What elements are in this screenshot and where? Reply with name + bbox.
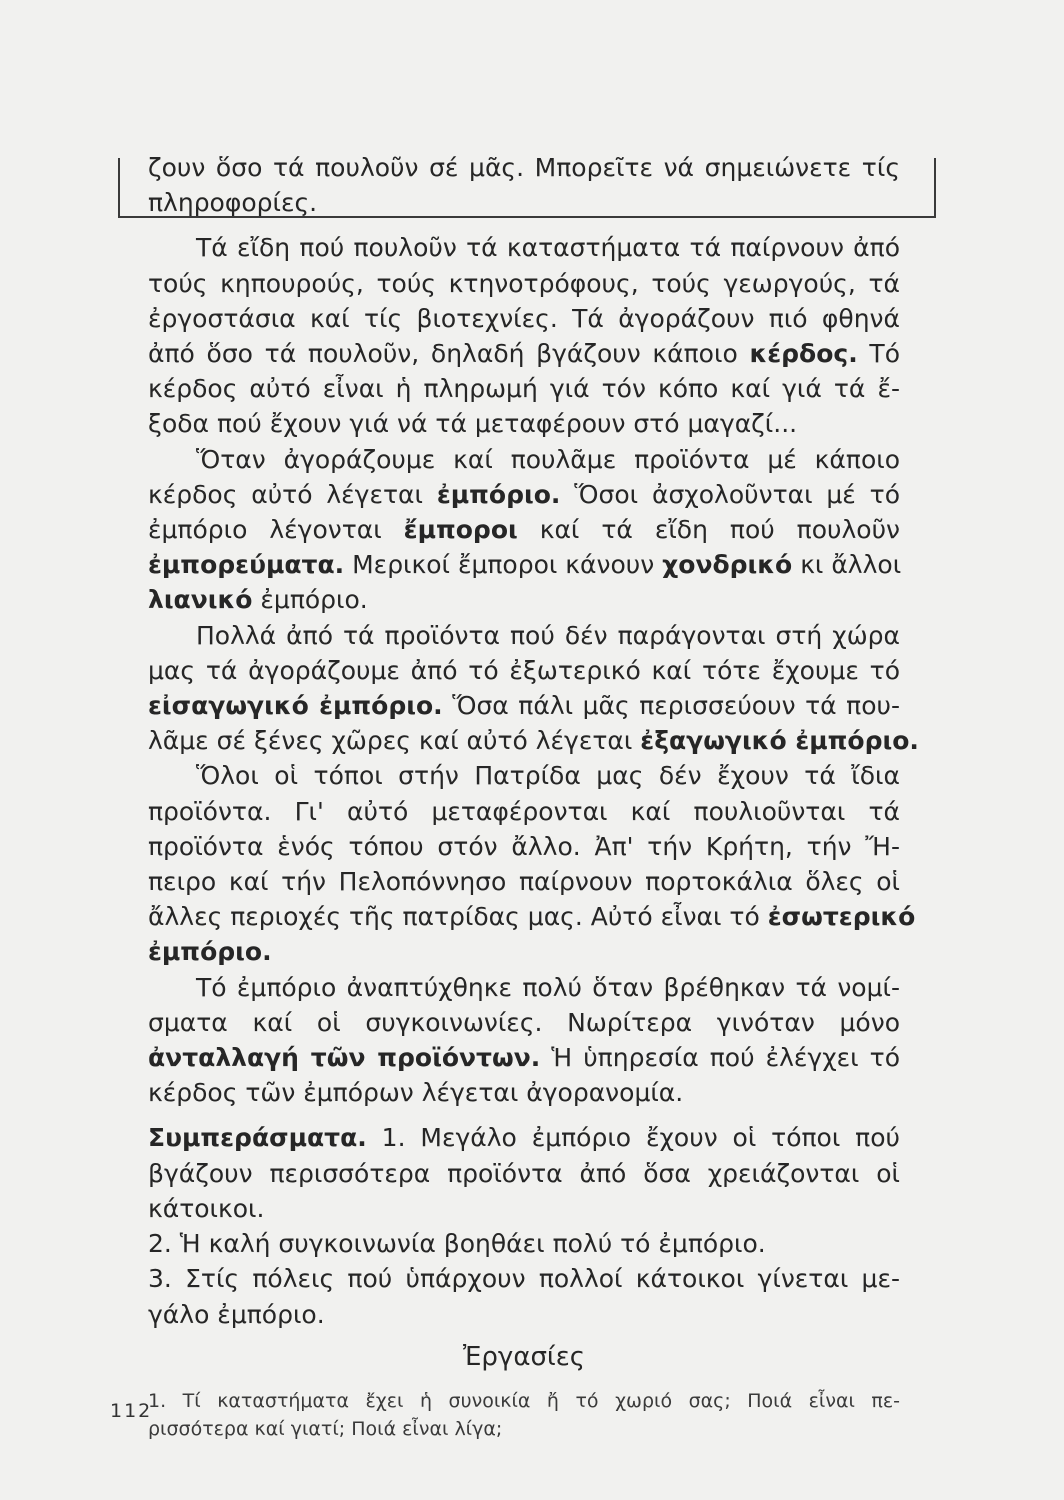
p4-line-2: προϊόντα. Γι' αὐτό μεταφέρονται καί πουλιοῦνται τά [148, 796, 900, 826]
tasks-heading: Ἐργασίες [462, 1341, 586, 1372]
task-line-1: 1. Τί καταστήματα ἔχει ἡ συνοικία ἤ τό χωριό σας; Ποιά εἶναι πε- [148, 1389, 900, 1412]
conclusions-line-1: Συμπεράσματα. 1. Μεγάλο ἐμπόριο ἔχουν οἱ τόποι πού [148, 1123, 900, 1153]
p1-line-5: κέρδος αὐτό εἶναι ἡ πληρωμή γιά τόν κόπο καί γιά τά ἔ- [148, 374, 900, 404]
term-lianiko: λιανικό [148, 585, 253, 615]
p5-line-4: κέρδος τῶν ἐμπόρων λέγεται ἀγορανομία. [148, 1078, 684, 1108]
p2-line-5: λιανικό ἐμπόριο. [148, 585, 368, 615]
p3-line-3: εἰσαγωγικό ἐμπόριο. Ὅσα πάλι μᾶς περισσεύουν τά που- [148, 691, 900, 721]
intro-line-2: πληροφορίες. [148, 188, 318, 218]
p2-line-1: Ὅταν ἀγοράζουμε καί πουλᾶμε προϊόντα μέ κάποιο [196, 444, 900, 474]
task-line-2: ρισσότερα καί γιατί; Ποιά εἶναι λίγα; [148, 1417, 503, 1440]
p5-line-3: ἀνταλλαγή τῶν προϊόντων. Ἡ ὑπηρεσία πού ἐλέγχει τό [148, 1043, 900, 1073]
conclusions-line-3: κάτοικοι. [148, 1193, 265, 1223]
p4-line-1: Ὅλοι οἱ τόποι στήν Πατρίδα μας δέν ἔχουν τά ἴδια [196, 761, 900, 791]
p3-line-1: Πολλά ἀπό τά προϊόντα πού δέν παράγονται στή χώρα [196, 620, 900, 650]
p1-line-4: ἀπό ὅσο τά πουλοῦν, δηλαδή βγάζουν κάποιο κέρδος. Τό [148, 339, 900, 369]
p4-line-4: πειρο καί τήν Πελοπόννησο παίρνουν πορτοκάλια ὅλες οἱ [148, 867, 900, 897]
p5-line-1: Τό ἐμπόριο ἀναπτύχθηκε πολύ ὅταν βρέθηκαν τά νομί- [196, 972, 900, 1002]
term-exagogiko: ἐξαγωγικό ἐμπόριο. [640, 726, 919, 756]
term-kerdos: κέρδος. [749, 339, 858, 369]
term-xondriko: χονδρικό [662, 550, 793, 580]
term-emporeumata: ἐμπορεύματα. [148, 550, 345, 580]
p2-line-2: κέρδος αὐτό λέγεται ἐμπόριο. Ὅσοι ἀσχολοῦνται μέ τό [148, 479, 901, 509]
p4-line-5: ἄλλες περιοχές τῆς πατρίδας μας. Αὐτό εἶναι τό ἐσωτερικό [148, 902, 916, 932]
term-eisagogiko: εἰσαγωγικό ἐμπόριο. [148, 691, 443, 721]
conclusions-line-2: βγάζουν περισσότερα προϊόντα ἀπό ὅσα χρειάζονται οἱ [148, 1158, 900, 1188]
p1-line-3: ἐργοστάσια καί τίς βιοτεχνίες. Τά ἀγοράζουν πιό φθηνά [148, 303, 900, 333]
p4-line-3: προϊόντα ἑνός τόπου στόν ἄλλο. Ἀπ' τήν Κρήτη, τήν Ἤ- [148, 831, 900, 861]
term-emporoi: ἔμποροι [403, 515, 518, 545]
conclusions-line-6: γάλο ἐμπόριο. [148, 1299, 325, 1329]
p2-line-4: ἐμπορεύματα. Μερικοί ἔμποροι κάνουν χονδρικό κι ἄλλοι [148, 550, 902, 580]
page-number: 112 [110, 1400, 153, 1422]
p1-line-2: τούς κηπουρούς, τούς κτηνοτρόφους, τούς γεωργούς, τά [148, 268, 900, 298]
conclusions-line-4: 2. Ἡ καλή συγκοινωνία βοηθάει πολύ τό ἐμπόριο. [148, 1229, 766, 1259]
conclusions-label: Συμπεράσματα. [148, 1123, 367, 1153]
conclusions-line-5: 3. Στίς πόλεις πού ὑπάρχουν πολλοί κάτοικοι γίνεται με- [148, 1264, 900, 1294]
term-emporio: ἐμπόριο. [436, 479, 561, 509]
p1-line-6: ξοδα πού ἔχουν γιά νά τά μεταφέρουν στό μαγαζί... [148, 409, 798, 439]
term-antallagi: ἀνταλλαγή τῶν προϊόντων. [148, 1043, 541, 1073]
p3-line-2: μας τά ἀγοράζουμε ἀπό τό ἐξωτερικό καί τότε ἔχουμε τό [148, 655, 900, 685]
p2-line-3: ἐμπόριο λέγονται ἔμποροι καί τά εἴδη πού πουλοῦν [148, 515, 901, 545]
text-column [148, 150, 919, 1443]
term-esoteriko: ἐσωτερικό [767, 902, 916, 932]
intro-line-1: ζουν ὅσο τά πουλοῦν σέ μᾶς. Μπορεῖτε νά σημειώνετε τίς [148, 153, 900, 182]
p4-line-6: ἐμπόριο. [148, 937, 272, 967]
p3-line-4: λᾶμε σέ ξένες χῶρες καί αὐτό λέγεται ἐξαγωγικό ἐμπόριο. [148, 726, 919, 756]
p5-line-2: σματα καί οἱ συγκοινωνίες. Νωρίτερα γινόταν μόνο [148, 1007, 900, 1037]
p1-line-1: Τά εἴδη πού πουλοῦν τά καταστήματα τά παίρνουν ἀπό [196, 233, 900, 263]
